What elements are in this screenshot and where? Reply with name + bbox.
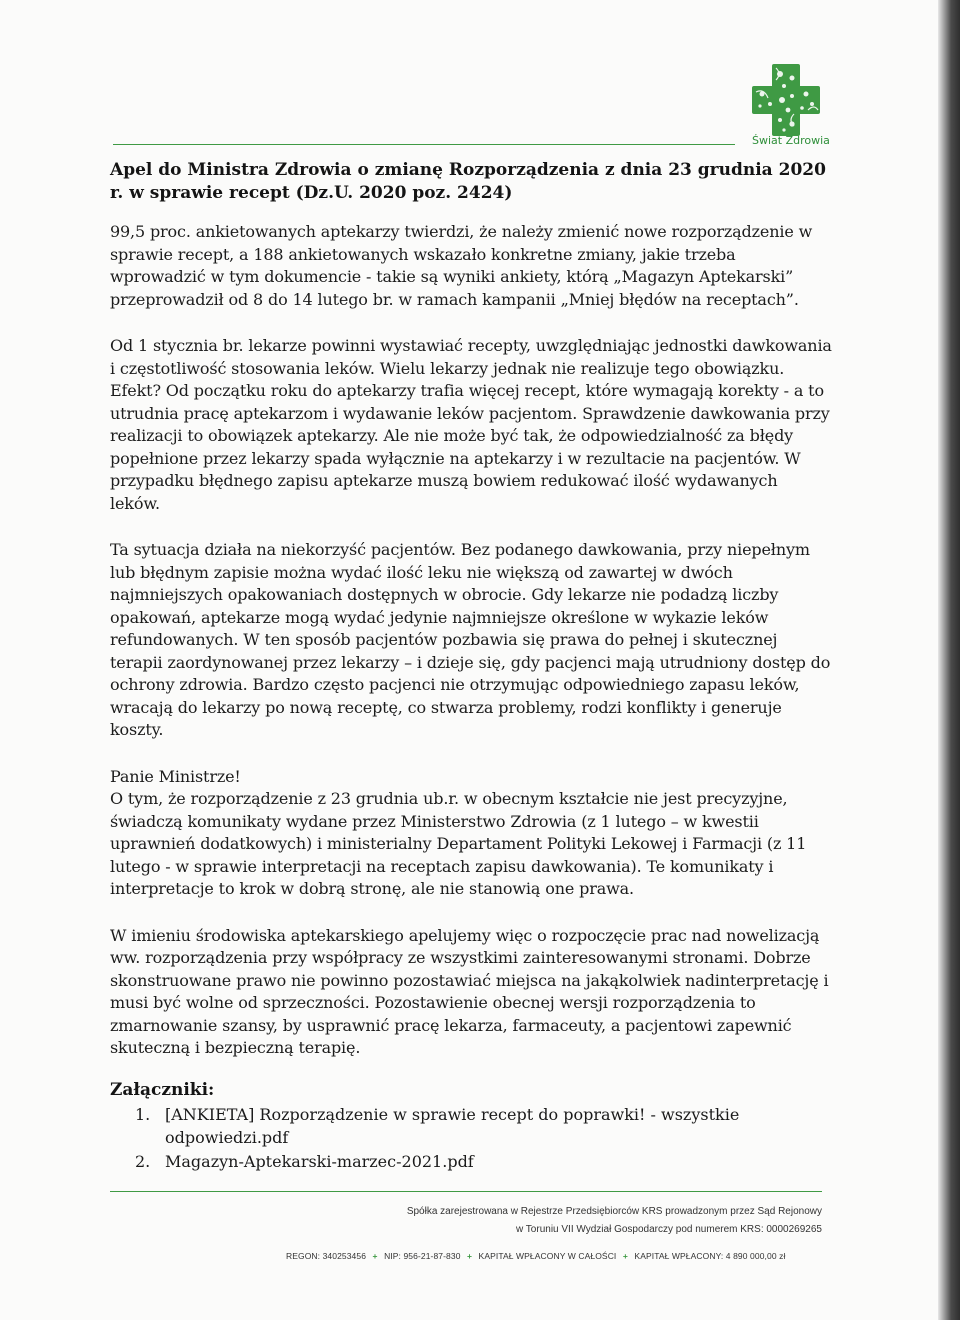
paragraph-appeal: W imieniu środowiska aptekarskiego apelujemy więc o rozpoczęcie prac nad nowelizacją ww. rozporządzenia przy współpracy ze wszystkimi zainteresowanymi stronami. Dobrze skonstruowane prawo nie powinno pozostawiać miejsca na jakąkolwiek nadinterpretację i musi być wolne od sprzeczności. Pozostawienie obecnej wersji rozporządzenia to zmarnowanie szansy, by usprawnić pracę lekarza, farmaceuty, a pacjentowi zapewnić skuteczną i bezpieczną terapię. xyxy=(110,925,829,1057)
regon-text: REGON: 340253456 xyxy=(286,1251,367,1261)
paragraph-ministry-communications: O tym, że rozporządzenie z 23 grudnia ub.r. w obecnym kształcie nie jest precyzyjne, świadczą komunikaty wydane przez Ministerstwo Zdrowia (z 1 lutego – w kwestii uprawnień dodatkowych) i ministerialny Departament Polityki Lekowej i Farmacji (z 11 lutego - w sprawie interpretacji na receptach zapisu dawkowania). Te komunikaty i interpretacje to krok w dobrą stronę, ale nie stanowią one prawa. xyxy=(110,789,807,898)
nip-text: NIP: 956-21-87-830 xyxy=(384,1251,461,1261)
salutation: Panie Ministrze! xyxy=(110,766,241,786)
plus-separator-icon: + xyxy=(622,1251,628,1261)
scan-edge-shadow xyxy=(938,0,960,1320)
swiat-zdrowia-logo xyxy=(748,64,828,150)
paragraph-dosage-rules: Od 1 stycznia br. lekarze powinni wystawiać recepty, uwzględniając jednostki dawkowania i częstotliwość stosowania leków. Wielu lekarzy jednak nie realizuje tego obowiązku. Efekt? Od początku roku do aptekarzy trafia więcej recept, które wymagają korekty - a to utrudnia pracę aptekarzom i wydawanie leków pacjentom. Sprawdzenie dawkowania przy realizacji to obowiązek aptekarzy. Ale nie może być tak, że odpowiedzialność za błędy popełnione przez lekarzy spada wyłącznie na aptekarzy i w rezultacie na pacjentów. W przypadku błędnego zapisu aptekarze muszą bowiem redukować ilość wydawanych leków. xyxy=(110,336,832,513)
capital-paid-text: KAPITAŁ WPŁACONY W CAŁOŚCI xyxy=(478,1251,617,1261)
paragraph-survey-results: 99,5 proc. ankietowanych aptekarzy twierdzi, że należy zmienić nowe rozporządzenie w sprawie recept, a 188 ankietowanych wskazało konkretne zmiany, jakie trzeba wprowadzić w tym dokumencie - takie są wyniki ankiety, którą „Magazyn Aptekarski” przeprowadził od 8 do 14 lutego br. w ramach kampanii „Mniej błędów na receptach”. xyxy=(110,222,813,309)
paragraph-patient-impact: Ta sytuacja działa na niekorzyść pacjentów. Bez podanego dawkowania, przy niepełnym lub błędnym zapisie można wydać ilość leku nie większą od zawartej w dwóch najmniejszych opakowaniach dostępnych w obrocie. Gdy lekarze nie podadzą liczby opakowań, aptekarze mogą wydać jedynie najmniejsze określone w wykazie leków refundowanych. W ten sposób pacjentów pozbawia się prawa do pełnej i skutecznej terapii zaordynowanej przez lekarzy – i dzieje się, gdy pacjenci mają utrudniony dostęp do ochrony zdrowia. Bardzo często pacjenci nie otrzymując odpowiedniego zapasu leków, wracają do lekarzy po nową receptę, co stwarza problemy, rodzi konflikty i generuje koszty. xyxy=(110,540,831,739)
attachments-heading: Załączniki: xyxy=(110,1080,215,1100)
attachment-item xyxy=(135,1151,815,1174)
document-title: Apel do Ministra Zdrowia o zmianę Rozporządzenia z dnia 23 grudnia 2020 r. w sprawie recept (Dz.U. 2020 poz. 2424) xyxy=(110,160,826,203)
footer-company-ids xyxy=(286,1251,785,1261)
attachment-filename: Magazyn-Aptekarski-marzec-2021.pdf xyxy=(165,1152,474,1171)
attachment-number: 2. xyxy=(135,1152,151,1171)
footer-krs-line: w Toruniu VII Wydział Gospodarczy pod numerem KRS: 0000269265 xyxy=(515,1224,822,1235)
attachment-number: 1. xyxy=(135,1105,151,1124)
capital-amount-text: KAPITAŁ WPŁACONY: 4 890 000,00 zł xyxy=(634,1251,786,1261)
brand-name: Świat Zdrowia xyxy=(752,134,830,147)
attachment-item xyxy=(135,1104,815,1149)
attachment-filename: [ANKIETA] Rozporządzenie w sprawie recept do poprawki! - wszystkie odpowiedzi.pdf xyxy=(165,1105,740,1147)
footer-divider xyxy=(110,1191,822,1192)
green-cross-logo-icon xyxy=(748,64,828,136)
document-body xyxy=(110,221,832,1084)
plus-separator-icon: + xyxy=(467,1251,473,1261)
plus-separator-icon: + xyxy=(372,1251,378,1261)
header-divider xyxy=(113,144,735,145)
footer-registration-line: Spółka zarejestrowana w Rejestrze Przedsiębiorców KRS prowadzonym przez Sąd Rejonowy xyxy=(406,1206,822,1217)
attachments-list xyxy=(135,1104,815,1176)
